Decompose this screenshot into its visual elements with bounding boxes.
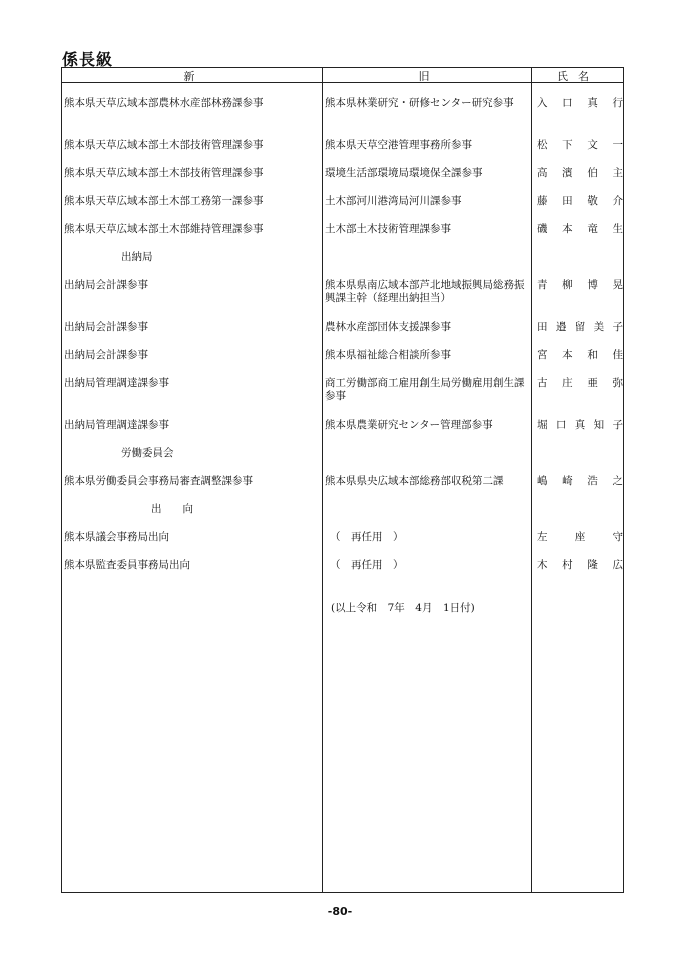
row-new: 熊本県議会事務局出向 <box>64 531 169 543</box>
row-old: 熊本県福祉総合相談所参事 <box>325 349 451 361</box>
row-old: 熊本県天草空港管理事務所参事 <box>325 139 472 151</box>
row-old: 熊本県県央広域本部総務部収税第二課 <box>325 475 504 487</box>
row-name <box>537 139 623 152</box>
row-name <box>537 195 623 208</box>
row-name <box>537 321 623 334</box>
section-heading: 出 向 <box>151 503 193 515</box>
row-old: 農林水産部団体支援課参事 <box>325 321 451 333</box>
person-name: 左 座 守 <box>537 531 623 543</box>
row-name <box>537 419 623 432</box>
row-name <box>537 559 623 572</box>
person-name: 古 庄 亜 弥 <box>537 377 623 389</box>
row-name <box>537 475 623 488</box>
row-new: 出納局管理調達課参事 <box>64 419 169 431</box>
row-name <box>537 531 623 544</box>
row-old: 熊本県県南広域本部芦北地域振興局総務振興課主幹（経理出納担当） <box>325 279 525 304</box>
row-old: 熊本県農業研究センター管理部参事 <box>325 419 493 431</box>
header-name: 氏名 <box>557 70 599 83</box>
person-name: 藤 田 敬 介 <box>537 195 623 207</box>
section-heading: 労働委員会 <box>121 447 174 459</box>
person-name: 宮 本 和 佳 <box>537 349 623 361</box>
column-divider-1 <box>322 67 323 893</box>
row-new: 熊本県天草広域本部土木部技術管理課参事 <box>64 167 264 179</box>
row-name <box>537 167 623 180</box>
row-new: 熊本県天草広域本部土木部工務第一課参事 <box>64 195 264 207</box>
row-new: 出納局会計課参事 <box>64 349 148 361</box>
row-new: 熊本県労働委員会事務局審査調整課参事 <box>64 475 253 487</box>
person-name: 磯 本 竜 生 <box>537 223 623 235</box>
row-new: 熊本県監査委員事務局出向 <box>64 559 190 571</box>
row-name <box>537 223 623 236</box>
page-title: 係長級 <box>62 50 114 69</box>
column-divider-2 <box>531 67 532 893</box>
row-new: 熊本県天草広域本部土木部技術管理課参事 <box>64 139 264 151</box>
header-new: 新 <box>183 70 201 83</box>
row-old: （ 再任用 ） <box>330 531 404 543</box>
row-old: 商工労働部商工雇用創生局労働雇用創生課参事 <box>325 377 525 402</box>
section-heading: 出納局 <box>121 251 153 263</box>
row-new: 熊本県天草広域本部土木部維持管理課参事 <box>64 223 264 235</box>
page-number: -80- <box>327 905 353 918</box>
row-old: 環境生活部環境局環境保全課参事 <box>325 167 483 179</box>
row-name <box>537 279 623 292</box>
person-name: 入 口 真 行 <box>537 97 623 109</box>
person-name: 青 柳 博 晃 <box>537 279 623 291</box>
row-new: 出納局会計課参事 <box>64 279 148 291</box>
person-name: 田 邉 留 美 子 <box>537 321 623 333</box>
effective-date-note: (以上令和 7年 4月 1日付) <box>331 602 475 614</box>
row-old: （ 再任用 ） <box>330 559 404 571</box>
row-old: 土木部河川港湾局河川課参事 <box>325 195 462 207</box>
row-old: 土木部土木技術管理課参事 <box>325 223 451 235</box>
row-name <box>537 97 623 110</box>
row-new: 熊本県天草広域本部農林水産部林務課参事 <box>64 97 264 109</box>
row-name <box>537 377 623 390</box>
row-old: 熊本県林業研究・研修センター研究参事 <box>325 97 514 109</box>
person-name: 松 下 文 一 <box>537 139 623 151</box>
person-name: 木 村 隆 広 <box>537 559 623 571</box>
row-name <box>537 349 623 362</box>
row-new: 出納局管理調達課参事 <box>64 377 169 389</box>
person-name: 高 濱 伯 主 <box>537 167 623 179</box>
person-name: 嶋 崎 浩 之 <box>537 475 623 487</box>
header-old: 旧 <box>418 70 436 83</box>
person-name: 堀 口 真 知 子 <box>537 419 623 431</box>
row-new: 出納局会計課参事 <box>64 321 148 333</box>
